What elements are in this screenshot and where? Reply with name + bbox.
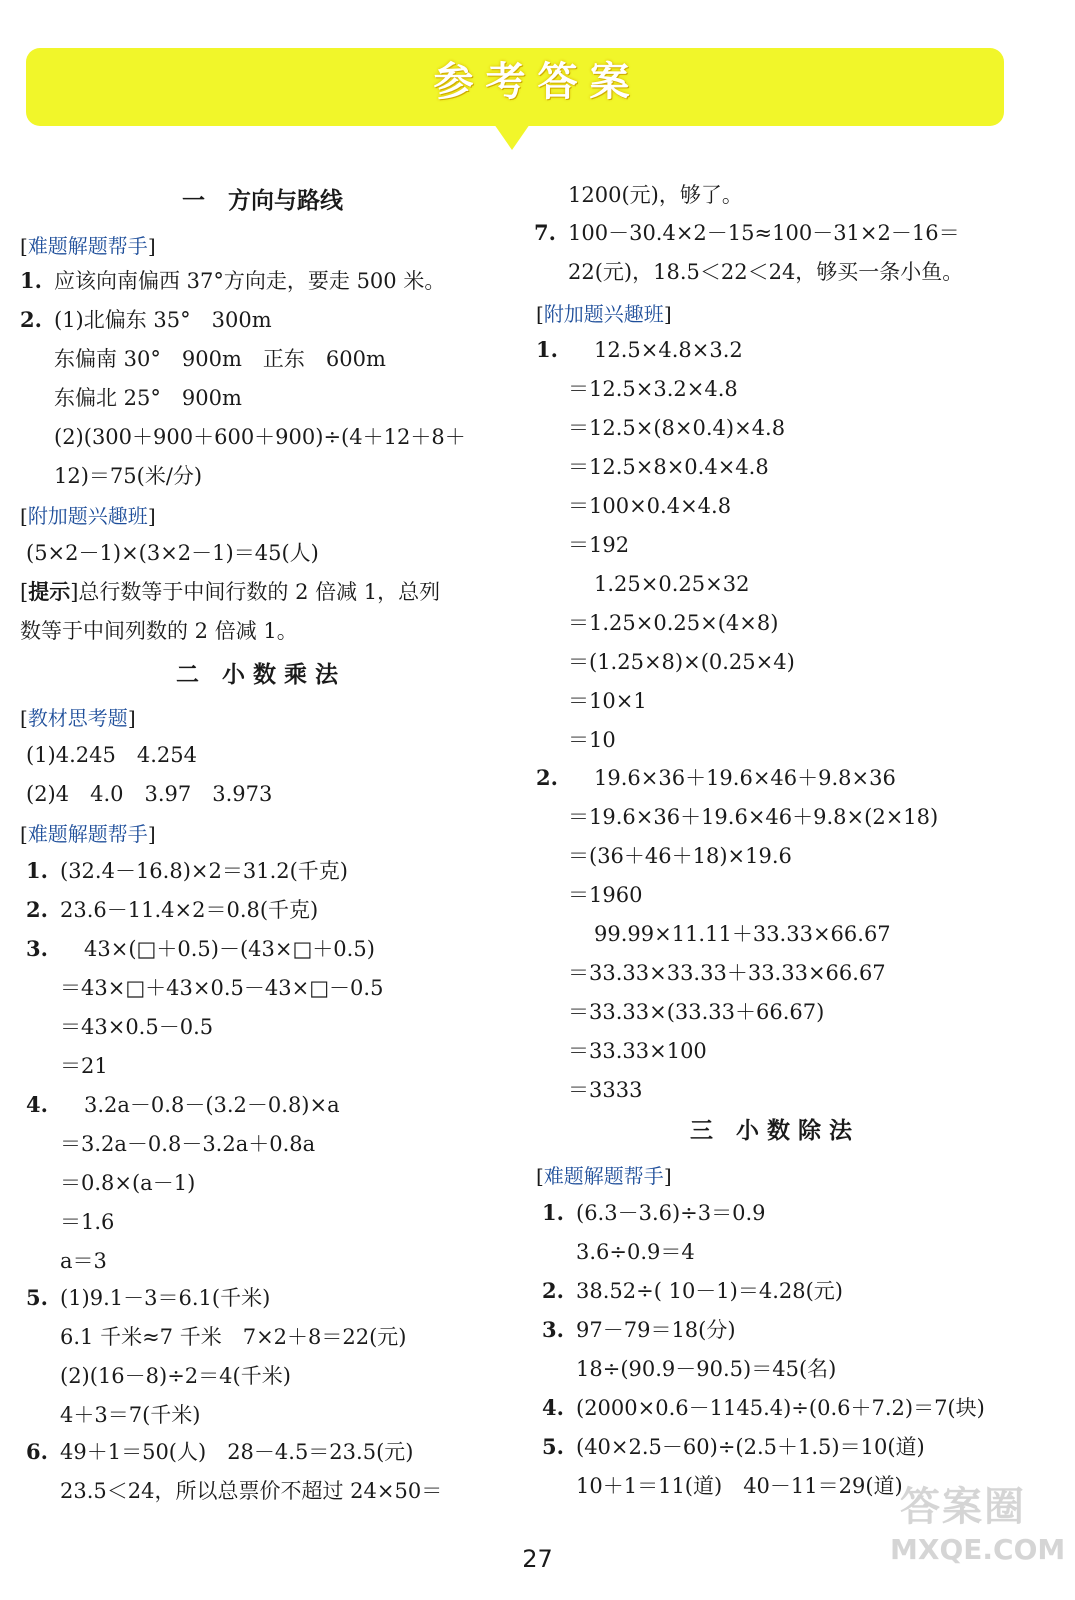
question-number: 1. — [536, 337, 558, 362]
answer-text: 23.6－11.4×2＝0.8(千克) — [60, 898, 319, 922]
question-number: 6. — [26, 1439, 48, 1464]
hint-label: 提示 — [28, 579, 71, 604]
tag-label: 难题解题帮手 — [27, 234, 148, 258]
answer-text: 3.2a－0.8－(3.2－0.8)×a — [84, 1093, 340, 1117]
answer-text: (40×2.5－60)÷(2.5＋1.5)＝10(道) — [576, 1435, 925, 1459]
tag-label: 难题解题帮手 — [543, 1164, 664, 1188]
answer-line — [26, 895, 318, 925]
answer-line — [26, 1283, 270, 1313]
answer-text: 43×(□＋0.5)－(43×□＋0.5) — [84, 937, 375, 961]
question-number: 5. — [542, 1434, 564, 1459]
answer-line: 1200(元)，够了。 — [568, 183, 743, 207]
answer-text: 100－30.4×2－15≈100－31×2－16＝ — [568, 221, 960, 245]
answer-line: ＝43×□＋43×0.5－43×□－0.5 — [60, 976, 384, 1000]
answer-line: 22(元)，18.5＜22＜24，够买一条小鱼。 — [568, 260, 964, 284]
question-number: 2. — [542, 1278, 564, 1303]
answer-line: ＝(1.25×8)×(0.25×4) — [568, 650, 795, 674]
hint-text: 总行数等于中间行数的 2 倍减 1，总列 — [78, 580, 441, 604]
watermark-url: MXQE.COM — [890, 1533, 1066, 1566]
answer-line — [20, 305, 272, 335]
question-number: 1. — [542, 1200, 564, 1225]
question-number: 2. — [20, 307, 42, 332]
answer-text: 应该向南偏西 37°方向走，要走 500 米。 — [54, 269, 446, 293]
answer-line — [26, 1437, 413, 1467]
answer-text: (32.4－16.8)×2＝31.2(千克) — [60, 859, 349, 883]
answer-line: 23.5＜24，所以总票价不超过 24×50＝ — [60, 1479, 443, 1503]
answer-text: (1)北偏东 35° 300m — [54, 308, 272, 332]
section-title-1: 一 方向与路线 — [182, 188, 343, 214]
question-number: 4. — [26, 1092, 48, 1117]
answer-line: ＝12.5×(8×0.4)×4.8 — [568, 416, 786, 440]
question-number: 1. — [20, 268, 42, 293]
section-title-3: 三 小 数 除 法 — [690, 1118, 853, 1144]
hint-line: 数等于中间列数的 2 倍减 1。 — [20, 619, 298, 643]
page-number: 27 — [522, 1545, 553, 1573]
page-title: 参考答案 — [433, 59, 642, 105]
answer-line — [26, 1090, 340, 1120]
answer-line: ＝1960 — [568, 883, 643, 907]
answer-line: ＝33.33×(33.33＋66.67) — [568, 1000, 825, 1024]
question-number: 2. — [26, 897, 48, 922]
tag-label: 附加题兴趣班 — [543, 302, 664, 326]
answer-line — [542, 1432, 925, 1462]
answer-text: 38.52÷( 10－1)＝4.28(元) — [576, 1279, 844, 1303]
answer-line: ＝12.5×3.2×4.8 — [568, 377, 738, 401]
answer-text: 19.6×36＋19.6×46＋9.8×36 — [594, 766, 896, 790]
watermark-logo — [880, 1475, 1066, 1575]
answer-line: ＝3333 — [568, 1078, 643, 1102]
question-number: 4. — [542, 1395, 564, 1420]
answer-text: 49＋1＝50(人) 28－4.5＝23.5(元) — [60, 1440, 414, 1464]
tag-bonus-1: [附加题兴趣班] — [20, 504, 156, 528]
answer-line: (1)4.245 4.254 — [26, 743, 197, 767]
answer-line — [542, 1315, 736, 1345]
answer-line: 东偏北 25° 900m — [54, 386, 242, 410]
answer-line: ＝33.33×33.33＋33.33×66.67 — [568, 961, 886, 985]
tag-label: 难题解题帮手 — [27, 822, 148, 846]
answer-line: (5×2－1)×(3×2－1)＝45(人) — [26, 541, 319, 565]
answer-line: ＝12.5×8×0.4×4.8 — [568, 455, 769, 479]
tag-label: 附加题兴趣班 — [27, 504, 148, 528]
tag-textbook: [教材思考题] — [20, 706, 136, 730]
answer-line: ＝10×1 — [568, 689, 647, 713]
question-number: 2. — [536, 765, 558, 790]
answer-line: 18÷(90.9－90.5)＝45(名) — [576, 1357, 837, 1381]
answer-line: ＝21 — [60, 1054, 108, 1078]
answer-line — [542, 1393, 985, 1423]
answer-line — [534, 218, 960, 248]
tag-label: 教材思考题 — [27, 706, 128, 730]
answer-line — [536, 335, 743, 365]
answer-line — [542, 1198, 766, 1228]
answer-line: 10＋1＝11(道) 40－11＝29(道) — [576, 1474, 903, 1498]
answer-line: 6.1 千米≈7 千米 7×2＋8＝22(元) — [60, 1325, 407, 1349]
answer-line: 3.6÷0.9＝4 — [576, 1240, 695, 1264]
answer-line: a＝3 — [60, 1249, 107, 1273]
answer-line: 99.99×11.11＋33.33×66.67 — [594, 922, 891, 946]
answer-line: ＝43×0.5－0.5 — [60, 1015, 214, 1039]
answer-text: (6.3－3.6)÷3＝0.9 — [576, 1201, 766, 1225]
tag-hard-help-2: [难题解题帮手] — [20, 822, 156, 846]
question-number: 5. — [26, 1285, 48, 1310]
answer-line: 4＋3＝7(千米) — [60, 1403, 201, 1427]
answer-text: 97－79＝18(分) — [576, 1318, 736, 1342]
answer-line: ＝10 — [568, 728, 616, 752]
answer-line — [20, 266, 445, 296]
answer-line: ＝1.25×0.25×(4×8) — [568, 611, 779, 635]
answer-line: ＝100×0.4×4.8 — [568, 494, 732, 518]
answer-line: ＝33.33×100 — [568, 1039, 707, 1063]
question-number: 1. — [26, 858, 48, 883]
watermark-text: 答案圈 — [900, 1484, 1026, 1530]
hint-line: [提示]总行数等于中间行数的 2 倍减 1，总列 — [20, 579, 441, 604]
answer-line: 东偏南 30° 900m 正东 600m — [54, 347, 386, 371]
answer-line: 1.25×0.25×32 — [594, 572, 750, 596]
answer-text: 12.5×4.8×3.2 — [594, 338, 743, 362]
answer-line: ＝1.6 — [60, 1210, 115, 1234]
answer-line — [26, 856, 348, 886]
tag-bonus-2: [附加题兴趣班] — [536, 302, 672, 326]
answer-line: (2)4 4.0 3.97 3.973 — [26, 782, 273, 806]
answer-line: ＝0.8×(a－1) — [60, 1171, 196, 1195]
section-title-2: 二 小 数 乘 法 — [176, 662, 339, 688]
answer-line: ＝3.2a－0.8－3.2a＋0.8a — [60, 1132, 316, 1156]
answer-line: 12)＝75(米/分) — [54, 464, 203, 488]
answer-text: (2000×0.6－1145.4)÷(0.6＋7.2)＝7(块) — [576, 1396, 985, 1420]
answer-line — [536, 763, 896, 793]
answer-line: (2)(16－8)÷2＝4(千米) — [60, 1364, 291, 1388]
answer-line: (2)(300＋900＋600＋900)÷(4＋12＋8＋ — [54, 425, 466, 449]
question-number: 3. — [26, 936, 48, 961]
answer-line — [542, 1276, 843, 1306]
answer-line — [26, 934, 375, 964]
tag-hard-help-1: [难题解题帮手] — [20, 234, 156, 258]
answer-text: (1)9.1－3＝6.1(千米) — [60, 1286, 271, 1310]
tag-hard-help-3: [难题解题帮手] — [536, 1164, 672, 1188]
banner-notch — [494, 124, 530, 150]
question-number: 3. — [542, 1317, 564, 1342]
answer-line: ＝192 — [568, 533, 630, 557]
answer-line: ＝(36＋46＋18)×19.6 — [568, 844, 792, 868]
question-number: 7. — [534, 220, 556, 245]
answer-line: ＝19.6×36＋19.6×46＋9.8×(2×18) — [568, 805, 939, 829]
